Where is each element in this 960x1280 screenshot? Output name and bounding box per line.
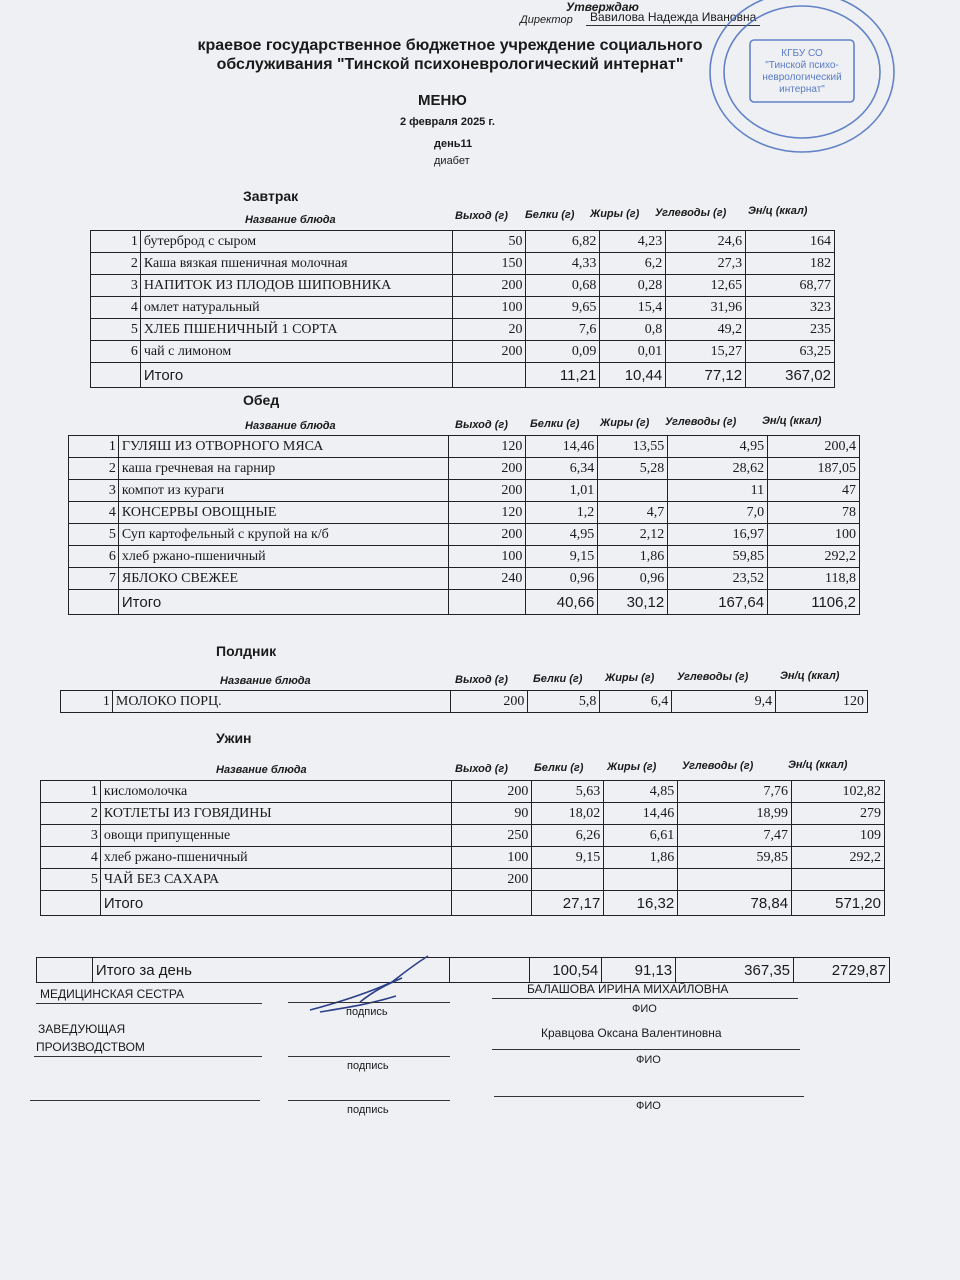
nurse-fio-caption: ФИО	[632, 1003, 657, 1015]
dish-name: чай с лимоном	[140, 341, 452, 363]
fat-cell: 4,7	[598, 502, 668, 524]
lunch-title: Обед	[243, 392, 280, 408]
output-cell: 100	[452, 297, 526, 319]
manager-label-1: ЗАВЕДУЮЩАЯ	[38, 1022, 126, 1036]
menu-day: день11	[434, 138, 473, 150]
col-output-header: Выход (г)	[455, 763, 508, 775]
dish-name: овощи припущенные	[100, 825, 452, 847]
carbs-cell: 7,76	[678, 781, 792, 803]
col-fat-header: Жиры (г)	[600, 417, 650, 429]
energy-cell: 63,25	[746, 341, 835, 363]
energy-cell: 235	[746, 319, 835, 341]
output-cell: 20	[452, 319, 526, 341]
col-fat-header: Жиры (г)	[607, 761, 657, 773]
output-cell: 250	[452, 825, 532, 847]
row-number: 1	[61, 691, 113, 713]
fat-cell	[604, 869, 678, 891]
table-row	[91, 297, 835, 319]
protein-cell: 9,15	[532, 847, 604, 869]
stamp-line-2: "Тинской психо-	[765, 60, 839, 71]
dish-name: хлеб ржано-пшеничный	[100, 847, 452, 869]
protein-cell	[532, 869, 604, 891]
carbs-cell: 28,62	[668, 458, 768, 480]
nurse-label: МЕДИЦИНСКАЯ СЕСТРА	[40, 987, 185, 1001]
total-energy: 1106,2	[768, 590, 860, 615]
energy-cell: 109	[792, 825, 885, 847]
protein-cell: 18,02	[532, 803, 604, 825]
day-total-carbs: 367,35	[676, 958, 794, 983]
director-name: Вавилова Надежда Ивановна	[586, 10, 760, 26]
row-number: 4	[91, 297, 141, 319]
protein-cell: 4,95	[526, 524, 598, 546]
fat-cell: 4,85	[604, 781, 678, 803]
energy-cell: 200,4	[768, 436, 860, 458]
energy-cell	[792, 869, 885, 891]
output-cell: 50	[452, 231, 526, 253]
dish-name: Суп картофельный с крупой на к/б	[118, 524, 448, 546]
col-fat-header: Жиры (г)	[605, 672, 655, 684]
energy-cell: 323	[746, 297, 835, 319]
col-protein-header: Белки (г)	[525, 209, 575, 221]
table-row	[69, 524, 860, 546]
col-output-header: Выход (г)	[455, 210, 508, 222]
dish-name: омлет натуральный	[140, 297, 452, 319]
total-fat: 16,32	[604, 891, 678, 916]
table-row	[41, 803, 885, 825]
snack-table	[60, 690, 868, 713]
dish-name: КОНСЕРВЫ ОВОЩНЫЕ	[118, 502, 448, 524]
table-row	[41, 781, 885, 803]
dish-name: ГУЛЯШ ИЗ ОТВОРНОГО МЯСА	[118, 436, 448, 458]
carbs-cell: 9,4	[672, 691, 776, 713]
protein-cell: 6,82	[526, 231, 600, 253]
protein-cell: 4,33	[526, 253, 600, 275]
total-output-empty	[452, 363, 526, 388]
protein-cell: 7,6	[526, 319, 600, 341]
total-label: Итого	[100, 891, 452, 916]
total-protein: 27,17	[532, 891, 604, 916]
table-row	[69, 436, 860, 458]
carbs-cell: 59,85	[668, 546, 768, 568]
protein-cell: 9,15	[526, 546, 598, 568]
output-cell: 150	[452, 253, 526, 275]
fat-cell: 0,8	[600, 319, 666, 341]
page-title: МЕНЮ	[418, 92, 467, 109]
protein-cell: 6,34	[526, 458, 598, 480]
dish-name: каша гречневая на гарнир	[118, 458, 448, 480]
protein-cell: 1,01	[526, 480, 598, 502]
row-number: 6	[69, 546, 119, 568]
row-number: 2	[69, 458, 119, 480]
total-carbs: 78,84	[678, 891, 792, 916]
dish-name: НАПИТОК ИЗ ПЛОДОВ ШИПОВНИКА	[140, 275, 452, 297]
dish-name: ЧАЙ БЕЗ САХАРА	[100, 869, 452, 891]
col-protein-header: Белки (г)	[534, 762, 584, 774]
carbs-cell: 24,6	[666, 231, 746, 253]
dish-name: хлеб ржано-пшеничный	[118, 546, 448, 568]
col-protein-header: Белки (г)	[530, 418, 580, 430]
carbs-cell: 4,95	[668, 436, 768, 458]
day-total-table	[36, 957, 890, 983]
row-number: 5	[91, 319, 141, 341]
fat-cell: 5,28	[598, 458, 668, 480]
manager-sign-caption: подпись	[347, 1060, 389, 1072]
total-output-empty	[448, 590, 526, 615]
carbs-cell: 11	[668, 480, 768, 502]
dish-name: МОЛОКО ПОРЦ.	[112, 691, 450, 713]
nurse-name: БАЛАШОВА ИРИНА МИХАЙЛОВНА	[527, 982, 729, 996]
col-output-header: Выход (г)	[455, 419, 508, 431]
energy-cell: 78	[768, 502, 860, 524]
carbs-cell: 7,0	[668, 502, 768, 524]
table-row	[41, 825, 885, 847]
fat-cell: 0,96	[598, 568, 668, 590]
col-name-header: Название блюда	[245, 214, 336, 226]
carbs-cell: 16,97	[668, 524, 768, 546]
total-row	[41, 891, 885, 916]
row-number: 6	[91, 341, 141, 363]
carbs-cell: 49,2	[666, 319, 746, 341]
output-cell: 100	[452, 847, 532, 869]
nurse-fio-line	[492, 998, 798, 999]
row-number: 3	[91, 275, 141, 297]
breakfast-table	[90, 230, 835, 388]
table-row	[91, 231, 835, 253]
energy-cell: 68,77	[746, 275, 835, 297]
fat-cell	[598, 480, 668, 502]
fat-cell: 1,86	[604, 847, 678, 869]
output-cell: 200	[448, 458, 526, 480]
energy-cell: 292,2	[792, 847, 885, 869]
dish-name: ЯБЛОКО СВЕЖЕЕ	[118, 568, 448, 590]
table-row	[69, 480, 860, 502]
nurse-sign-line	[288, 1002, 450, 1003]
col-energy-header: Эн/ц (ккал)	[788, 759, 848, 771]
stamp-line-3: неврологический	[762, 72, 842, 83]
energy-cell: 118,8	[768, 568, 860, 590]
fat-cell: 6,2	[600, 253, 666, 275]
day-total-energy: 2729,87	[794, 958, 890, 983]
table-row	[69, 502, 860, 524]
energy-cell: 279	[792, 803, 885, 825]
day-total-label: Итого за день	[92, 958, 450, 983]
energy-cell: 182	[746, 253, 835, 275]
day-total-output-empty	[450, 958, 530, 983]
extra-sign-line	[288, 1100, 450, 1101]
total-energy: 571,20	[792, 891, 885, 916]
total-output-empty	[452, 891, 532, 916]
output-cell: 120	[448, 502, 526, 524]
col-energy-header: Эн/ц (ккал)	[762, 415, 822, 427]
row-number: 2	[41, 803, 101, 825]
dinner-title: Ужин	[216, 730, 252, 746]
extra-fio-caption: ФИО	[636, 1100, 661, 1112]
protein-cell: 0,68	[526, 275, 600, 297]
protein-cell: 5,8	[528, 691, 600, 713]
output-cell: 200	[452, 341, 526, 363]
dish-name: Каша вязкая пшеничная молочная	[140, 253, 452, 275]
fat-cell: 14,46	[604, 803, 678, 825]
dish-name: КОТЛЕТЫ ИЗ ГОВЯДИНЫ	[100, 803, 452, 825]
protein-cell: 9,65	[526, 297, 600, 319]
director-label: Директор	[520, 14, 573, 26]
breakfast-title: Завтрак	[243, 188, 299, 204]
total-row	[91, 363, 835, 388]
protein-cell: 14,46	[526, 436, 598, 458]
row-number: 3	[41, 825, 101, 847]
fat-cell: 2,12	[598, 524, 668, 546]
stamp-line-1: КГБУ СО	[781, 48, 823, 59]
row-number: 3	[69, 480, 119, 502]
output-cell: 120	[448, 436, 526, 458]
extra-fio-line	[494, 1096, 804, 1097]
fat-cell: 15,4	[600, 297, 666, 319]
output-cell: 200	[448, 524, 526, 546]
col-name-header: Название блюда	[220, 675, 311, 687]
energy-cell: 102,82	[792, 781, 885, 803]
col-protein-header: Белки (г)	[533, 673, 583, 685]
fat-cell: 1,86	[598, 546, 668, 568]
output-cell: 200	[452, 781, 532, 803]
carbs-cell: 15,27	[666, 341, 746, 363]
table-row	[91, 319, 835, 341]
nurse-label-line	[36, 1003, 262, 1004]
row-number: 1	[91, 231, 141, 253]
manager-label-line	[34, 1056, 262, 1057]
manager-sign-line	[288, 1056, 450, 1057]
row-number: 1	[41, 781, 101, 803]
total-fat: 10,44	[600, 363, 666, 388]
row-number: 4	[41, 847, 101, 869]
energy-cell: 164	[746, 231, 835, 253]
table-row	[69, 546, 860, 568]
col-carbs-header: Углеводы (г)	[655, 207, 727, 219]
col-energy-header: Эн/ц (ккал)	[748, 205, 808, 217]
row-number: 7	[69, 568, 119, 590]
row-number: 1	[69, 436, 119, 458]
fat-cell: 13,55	[598, 436, 668, 458]
dish-name: кисломолочка	[100, 781, 452, 803]
output-cell: 100	[448, 546, 526, 568]
carbs-cell: 23,52	[668, 568, 768, 590]
carbs-cell: 7,47	[678, 825, 792, 847]
output-cell: 200	[448, 480, 526, 502]
energy-cell: 100	[768, 524, 860, 546]
energy-cell: 292,2	[768, 546, 860, 568]
total-energy: 367,02	[746, 363, 835, 388]
nurse-sign-caption: подпись	[346, 1006, 388, 1018]
snack-title: Полдник	[216, 643, 277, 659]
manager-label-2: ПРОИЗВОДСТВОМ	[36, 1040, 145, 1054]
day-total-fat: 91,13	[602, 958, 676, 983]
dinner-table	[40, 780, 885, 916]
day-total-empty-cell	[37, 958, 93, 983]
organization-name: краевое государственное бюджетное учреждение социального обслуживания "Тинской психоневрологический интернат"	[197, 37, 703, 73]
approve-label: Утверждаю	[566, 0, 639, 14]
carbs-cell	[678, 869, 792, 891]
total-protein: 40,66	[526, 590, 598, 615]
total-carbs: 167,64	[668, 590, 768, 615]
carbs-cell: 27,3	[666, 253, 746, 275]
total-fat: 30,12	[598, 590, 668, 615]
fat-cell: 4,23	[600, 231, 666, 253]
col-carbs-header: Углеводы (г)	[665, 416, 737, 428]
dish-name: бутерброд с сыром	[140, 231, 452, 253]
output-cell: 200	[450, 691, 528, 713]
col-carbs-header: Углеводы (г)	[682, 760, 754, 772]
manager-name: Кравцова Оксана Валентиновна	[541, 1026, 722, 1040]
energy-cell: 47	[768, 480, 860, 502]
total-label: Итого	[118, 590, 448, 615]
fat-cell: 0,28	[600, 275, 666, 297]
col-energy-header: Эн/ц (ккал)	[780, 670, 840, 682]
row-number: 5	[41, 869, 101, 891]
total-empty-cell	[69, 590, 119, 615]
dish-name: ХЛЕБ ПШЕНИЧНЫЙ 1 СОРТА	[140, 319, 452, 341]
manager-fio-caption: ФИО	[636, 1054, 661, 1066]
row-number: 4	[69, 502, 119, 524]
col-fat-header: Жиры (г)	[590, 208, 640, 220]
protein-cell: 5,63	[532, 781, 604, 803]
day-total-row	[37, 958, 890, 983]
protein-cell: 0,09	[526, 341, 600, 363]
carbs-cell: 31,96	[666, 297, 746, 319]
fat-cell: 6,4	[600, 691, 672, 713]
protein-cell: 6,26	[532, 825, 604, 847]
day-total-protein: 100,54	[530, 958, 602, 983]
fat-cell: 0,01	[600, 341, 666, 363]
energy-cell: 187,05	[768, 458, 860, 480]
seal-stamp	[702, 0, 908, 164]
total-row	[69, 590, 860, 615]
carbs-cell: 18,99	[678, 803, 792, 825]
stamp-line-4: интернат"	[779, 84, 825, 95]
total-empty-cell	[41, 891, 101, 916]
output-cell: 240	[448, 568, 526, 590]
table-row	[91, 253, 835, 275]
total-protein: 11,21	[526, 363, 600, 388]
table-row	[61, 691, 868, 713]
table-row	[69, 568, 860, 590]
dish-name: компот из кураги	[118, 480, 448, 502]
col-carbs-header: Углеводы (г)	[677, 671, 749, 683]
total-label: Итого	[140, 363, 452, 388]
row-number: 2	[91, 253, 141, 275]
table-row	[69, 458, 860, 480]
row-number: 5	[69, 524, 119, 546]
protein-cell: 1,2	[526, 502, 598, 524]
carbs-cell: 59,85	[678, 847, 792, 869]
table-row	[91, 275, 835, 297]
total-carbs: 77,12	[666, 363, 746, 388]
protein-cell: 0,96	[526, 568, 598, 590]
lunch-table	[68, 435, 860, 615]
col-name-header: Название блюда	[216, 764, 307, 776]
table-row	[91, 341, 835, 363]
carbs-cell: 12,65	[666, 275, 746, 297]
menu-diet: диабет	[434, 155, 470, 167]
total-empty-cell	[91, 363, 141, 388]
extra-sign-caption: подпись	[347, 1104, 389, 1116]
col-name-header: Название блюда	[245, 420, 336, 432]
output-cell: 200	[452, 275, 526, 297]
fat-cell: 6,61	[604, 825, 678, 847]
table-row	[41, 847, 885, 869]
energy-cell: 120	[776, 691, 868, 713]
manager-fio-line	[492, 1049, 800, 1050]
table-row	[41, 869, 885, 891]
col-output-header: Выход (г)	[455, 674, 508, 686]
output-cell: 90	[452, 803, 532, 825]
output-cell: 200	[452, 869, 532, 891]
menu-date: 2 февраля 2025 г.	[400, 116, 495, 128]
extra-label-line	[30, 1100, 260, 1101]
